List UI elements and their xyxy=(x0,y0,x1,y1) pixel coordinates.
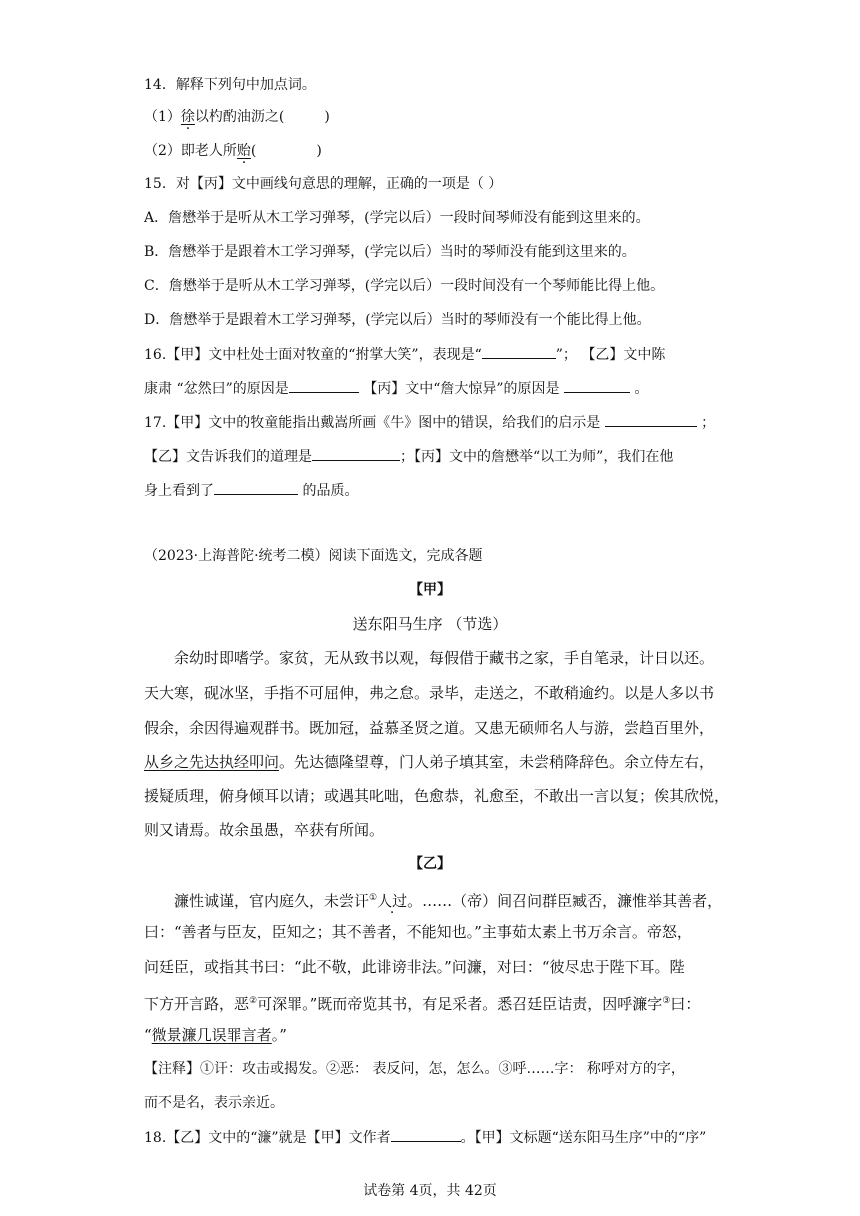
note-marker-1: ① xyxy=(369,893,378,903)
q16-line-1 xyxy=(144,344,665,365)
jia-paragraph-line-3: 假余，余因得遍观群书。既加冠，益慕圣贤之道。又患无硕师名人与游，尝趋百里外， xyxy=(144,719,715,737)
jia-paragraph-line-5: 援疑质理，俯身倾耳以请；或遇其叱咄，色愈恭，礼愈至，不敢出一言以复；俟其欣悦， xyxy=(144,787,730,805)
q14-item-1-text: 以杓酌油沥之( xyxy=(194,109,285,125)
yi-line-2: 曰：“善者与臣友，臣知之；其不善者，不能知也。”主事茹太素上书万余言。帝怒， xyxy=(144,923,692,941)
q17-text-1: 17.【甲】文中的牧童能指出戴嵩所画《牛》图中的错误，给我们的启示是 xyxy=(144,415,605,431)
q17-text-2: ； xyxy=(696,415,716,431)
q17-blank-3[interactable] xyxy=(214,480,298,495)
yi-line-5 xyxy=(144,1025,287,1045)
yi-text-4: 可深罪。”既而帝览其书，有足采者。悉召廷臣诘责，因呼濂字 xyxy=(257,995,663,1013)
q17-blank-1[interactable] xyxy=(605,412,697,427)
q17-blank-2[interactable] xyxy=(312,446,400,461)
yi-text-2: 。……（帝）间召问群臣臧否，濂惟举其善者， xyxy=(407,892,723,910)
q16-text-2: ”； 【乙】文中陈 xyxy=(555,347,666,363)
q16-blank-1[interactable] xyxy=(482,344,556,359)
q16-text-3: 康肃 “忿然曰”的原因是 xyxy=(144,381,289,397)
jia-paragraph-line-4 xyxy=(144,752,714,772)
yi-underlined-sentence: 微景濂几误罪言者 xyxy=(151,1026,272,1044)
q17-line-2 xyxy=(144,446,673,467)
jia-line-4-rest: 。先达德隆望尊，门人弟子填其室，未尝稍降辞色。余立侍左右， xyxy=(279,753,715,771)
note-marker-3: ③ xyxy=(662,996,671,1006)
yi-text-1: 濂性诚谨，官内庭久，未尝讦 xyxy=(174,892,370,910)
q15-option-a[interactable]: A．詹懋举于是听从木工学习弹琴，(学完以后）一段时间琴师没有能到这里来的。 xyxy=(144,210,650,226)
q14-item-1-number: （1） xyxy=(144,109,181,125)
q15-option-d[interactable]: D．詹懋举于是跟着木工学习弹琴，(学完以后）当时的琴师没有一个能比得上他。 xyxy=(144,312,651,328)
jia-paragraph-line-2: 天大寒，砚冰坚，手指不可屈伸，弗之怠。录毕，走送之，不敢稍逾约。以是人多以书 xyxy=(144,684,715,702)
q14-item-1 xyxy=(144,107,330,127)
yi-line-1 xyxy=(174,888,722,911)
q14-item-2-text: （2）即老人所 xyxy=(144,143,237,159)
passage-jia-label: 【甲】 xyxy=(409,582,451,598)
q17-text-6: 的品质。 xyxy=(298,483,359,499)
passage-yi-label: 【乙】 xyxy=(409,856,451,872)
q16-line-2 xyxy=(144,378,648,399)
q17-line-1 xyxy=(144,412,715,433)
q16-text-4: 【丙】文中“詹大惊异”的原因是 xyxy=(358,381,564,397)
passage-source: （2023·上海普陀·统考二模）阅读下面选文，完成各题 xyxy=(144,548,483,564)
q15-option-c[interactable]: C．詹懋举于是听从木工学习弹琴，(学完以后）一段时间没有一个琴师能比得上他。 xyxy=(144,278,665,294)
q14-stem: 14．解释下列句中加点词。 xyxy=(144,77,316,93)
q15-option-b[interactable]: B．詹懋举于是跟着木工学习弹琴，(学完以后）当时的琴师没有能到这里来的。 xyxy=(144,244,636,260)
yi-line-4 xyxy=(144,991,700,1014)
q16-text-5: 。 xyxy=(629,381,649,397)
jia-underlined-sentence: 从乡之先达执经叩问 xyxy=(144,753,280,771)
q17-text-5: 身上看到了 xyxy=(144,483,214,499)
yi-dotted-word: 人过 xyxy=(377,892,408,910)
q18-line-1 xyxy=(144,1127,706,1148)
q17-text-3: 【乙】文告诉我们的道理是 xyxy=(144,449,312,465)
passage-jia-title: 送东阳马生序 （节选） xyxy=(352,615,508,633)
yi-text-3: 下方开言路，恶 xyxy=(144,995,250,1013)
q16-text-1: 16.【甲】文中杜处士面对牧童的“拊掌大笑”，表现是“ xyxy=(144,347,482,363)
q14-dotted-word-2: 贻 xyxy=(236,143,251,159)
annotation-line-2: 而不是名，表示亲近。 xyxy=(144,1095,284,1111)
q14-dotted-word-1: 徐 xyxy=(180,109,195,125)
q18-text-1: 18.【乙】文中的“濂”就是【甲】文作者 xyxy=(144,1130,391,1146)
yi-text-5: 曰： xyxy=(670,995,701,1013)
jia-paragraph-line-1: 余幼时即嗜学。家贫，无从致书以观，每假借于藏书之家，手自笔录，计日以还。 xyxy=(174,649,715,667)
q16-blank-2[interactable] xyxy=(289,378,359,393)
note-marker-2: ② xyxy=(249,996,258,1006)
q17-line-3 xyxy=(144,480,358,501)
q14-item-1-close: ) xyxy=(324,109,330,125)
yi-line-3: 问廷臣，或指其书曰：“此不敬，此诽谤非法。”问濂，对曰：“彼尽忠于陛下耳。陛 xyxy=(144,958,685,976)
page-footer: 试卷第 4页，共 42页 xyxy=(363,1183,497,1199)
q16-blank-3[interactable] xyxy=(564,378,630,393)
q15-stem: 15．对【丙】文中画线句意思的理解，正确的一项是（ ） xyxy=(144,176,503,192)
q14-item-2-open: ( xyxy=(250,143,257,159)
q18-text-2: 。【甲】文标题“送东阳马生序”中的“序” xyxy=(460,1130,707,1146)
jia-paragraph-line-6: 则又请焉。故余虽愚，卒获有所闻。 xyxy=(144,821,385,839)
yi-open-quote: “ xyxy=(144,1026,152,1044)
yi-close-quote: 。” xyxy=(271,1026,287,1044)
q14-item-2-close: ) xyxy=(316,143,322,159)
q14-item-2 xyxy=(144,141,322,161)
q18-blank-1[interactable] xyxy=(391,1127,461,1142)
q17-text-4: ；【丙】文中的詹懋举“以工为师”，我们在他 xyxy=(400,449,674,465)
annotation-line-1: 【注释】①讦：攻击或揭发。②恶： 表反问，怎，怎么。③呼……字： 称呼对方的字， xyxy=(144,1061,685,1077)
